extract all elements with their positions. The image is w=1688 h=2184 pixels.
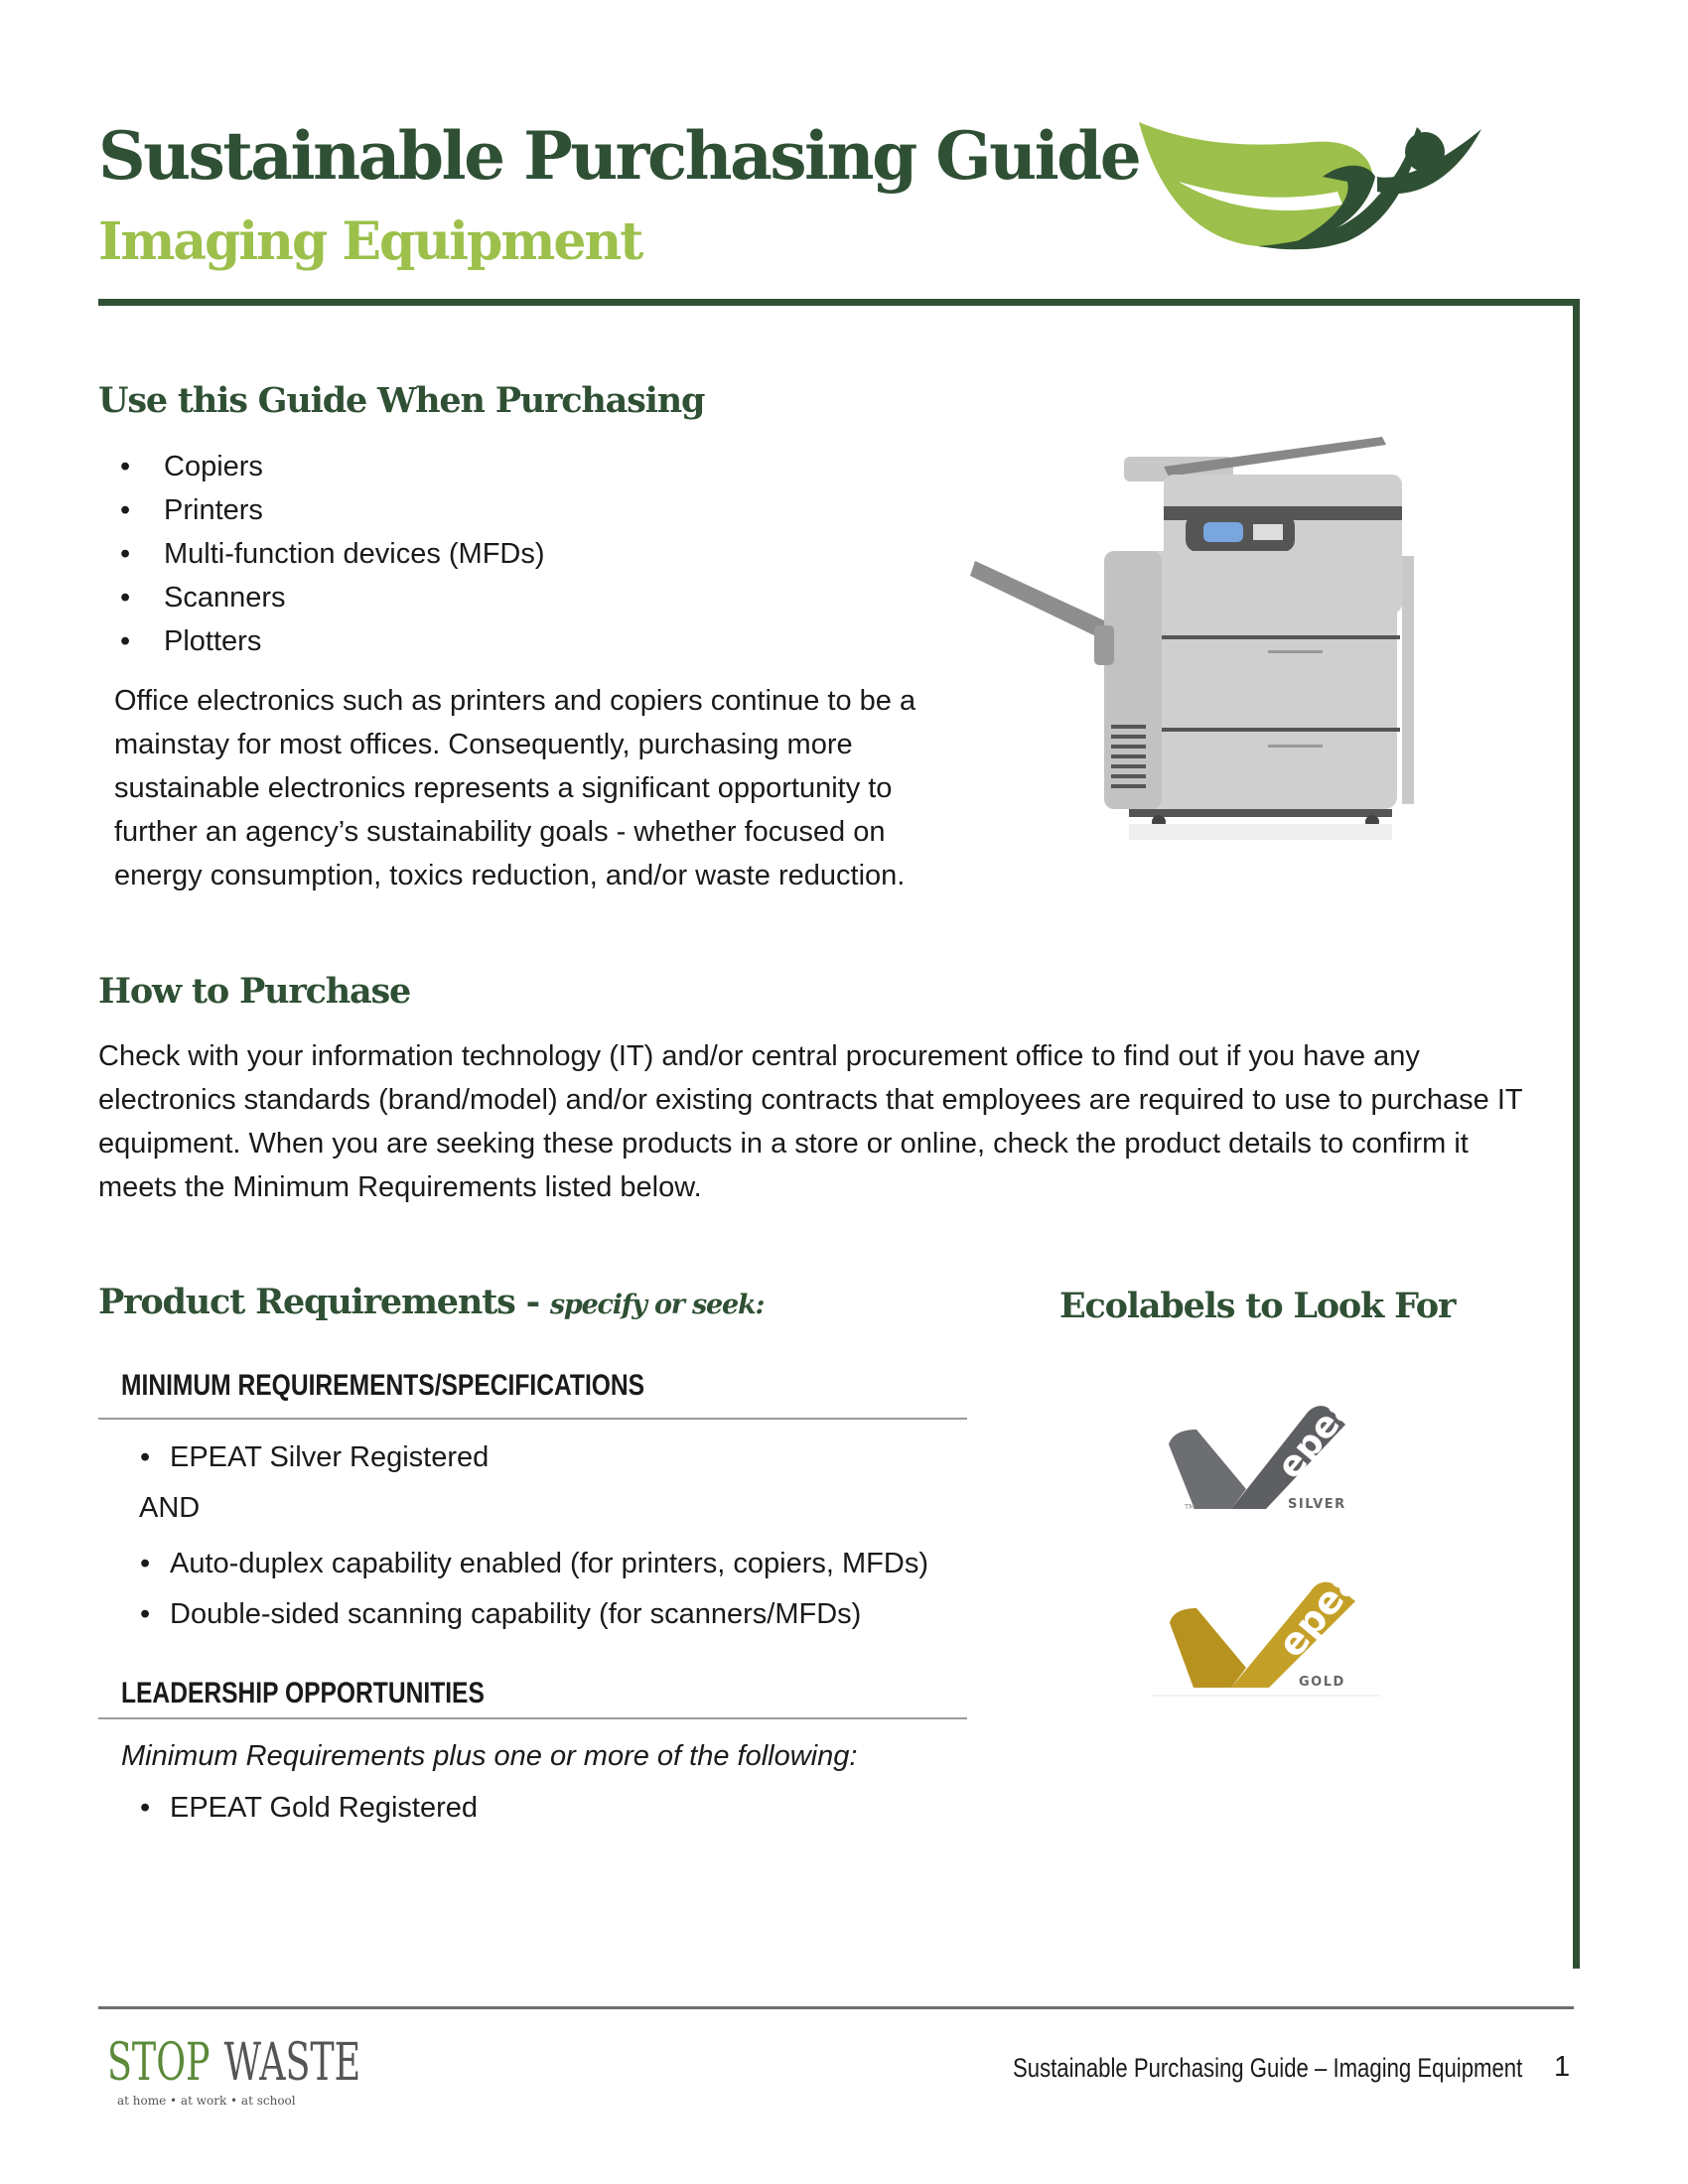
stopwaste-logo-icon bbox=[107, 2025, 361, 2110]
how-to-heading: How to Purchase bbox=[98, 971, 411, 1012]
product-type-list bbox=[120, 445, 545, 663]
use-guide-heading: Use this Guide When Purchasing bbox=[98, 380, 705, 421]
header-divider bbox=[98, 299, 1580, 306]
svg-text:SILVER: SILVER bbox=[1288, 1497, 1346, 1512]
how-to-paragraph: Check with your information technology (IT) and/or central procurement office to find out if you have any electronics standards (brand/model) and/or existing contracts that employees are required to use to purchase IT equipment. When you are seeking these products in a store or online, check the product details to confirm it meets the Minimum Requirements listed below. bbox=[98, 1040, 1523, 1203]
list-item-label: Copiers bbox=[164, 451, 263, 482]
list-item: • Auto-duplex capability enabled (for printers, copiers, MFDs) bbox=[140, 1548, 928, 1579]
list-item-label: Double-sided scanning capability (for scanners/MFDs) bbox=[170, 1598, 862, 1630]
requirements-heading-text: Product Requirements - bbox=[98, 1282, 550, 1322]
list-item: • Scanners bbox=[120, 582, 286, 614]
svg-text:STOP: STOP bbox=[107, 2031, 211, 2093]
list-item: • EPEAT Gold Registered bbox=[140, 1792, 479, 1824]
minimum-list-2 bbox=[140, 1539, 928, 1640]
copier-illustration-icon bbox=[965, 437, 1417, 844]
leadership-list bbox=[140, 1786, 479, 1830]
list-item-label: EPEAT Silver Registered bbox=[170, 1441, 490, 1473]
list-item-label: Printers bbox=[164, 494, 263, 526]
list-item-label: EPEAT Gold Registered bbox=[170, 1792, 479, 1824]
page-title: Sustainable Purchasing Guide bbox=[98, 117, 1140, 195]
svg-text:epeat: epeat bbox=[1269, 1544, 1381, 1666]
requirements-heading-emphasis: specify or seek: bbox=[549, 1290, 765, 1320]
list-item: • Copiers bbox=[120, 451, 263, 482]
list-item: • Plotters bbox=[120, 625, 262, 657]
intro-paragraph: Office electronics such as printers and copiers continue to be a mainstay for most offices. Consequently, purchasing more sustainable electronics represents a significant opportunity to further an agency’s sustainability goals - whether focused on energy consumption, toxics reduction, and/or waste reduction. bbox=[114, 685, 916, 891]
section-divider bbox=[98, 1418, 967, 1420]
page-subtitle: Imaging Equipment bbox=[98, 211, 642, 272]
requirements-heading bbox=[98, 1282, 764, 1322]
list-item: • Printers bbox=[120, 494, 263, 526]
leaf-person-logo-icon bbox=[1139, 117, 1481, 251]
list-item-label: Multi-function devices (MFDs) bbox=[164, 538, 545, 570]
section-divider bbox=[98, 1717, 967, 1719]
footer-title: Sustainable Purchasing Guide – Imaging Equipment bbox=[1013, 2053, 1523, 2083]
list-item-label: Plotters bbox=[164, 625, 262, 657]
list-item-label: Scanners bbox=[164, 582, 286, 614]
page-number: 1 bbox=[1554, 2051, 1571, 2083]
epeat-brand: epeat bbox=[1269, 1372, 1375, 1487]
svg-text:GOLD: GOLD bbox=[1299, 1675, 1345, 1690]
side-divider bbox=[1573, 299, 1580, 1969]
list-item: • Double-sided scanning capability (for scanners/MFDs) bbox=[140, 1598, 862, 1630]
epeat-gold-logo-icon bbox=[1152, 1544, 1381, 1698]
and-label: AND bbox=[139, 1492, 201, 1524]
svg-text:at home • at work • at school: at home • at work • at school bbox=[117, 2094, 296, 2108]
svg-text:TM: TM bbox=[1201, 1681, 1212, 1689]
minimum-list-1 bbox=[140, 1435, 490, 1479]
svg-text:TM: TM bbox=[1185, 1503, 1196, 1511]
ecolabels-heading: Ecolabels to Look For bbox=[1059, 1286, 1456, 1326]
list-item-label: Auto-duplex capability enabled (for printers, copiers, MFDs) bbox=[170, 1548, 928, 1579]
svg-text:WASTE: WASTE bbox=[223, 2031, 361, 2093]
list-item: • EPEAT Silver Registered bbox=[140, 1441, 490, 1473]
leadership-intro: Minimum Requirements plus one or more of the following: bbox=[121, 1740, 858, 1772]
leadership-heading: LEADERSHIP OPPORTUNITIES bbox=[121, 1677, 485, 1709]
minimum-requirements-heading: MINIMUM REQUIREMENTS/SPECIFICATIONS bbox=[121, 1369, 645, 1402]
epeat-silver-logo-icon bbox=[1157, 1372, 1375, 1519]
footer-divider bbox=[98, 2006, 1574, 2009]
list-item: • Multi-function devices (MFDs) bbox=[120, 538, 545, 570]
